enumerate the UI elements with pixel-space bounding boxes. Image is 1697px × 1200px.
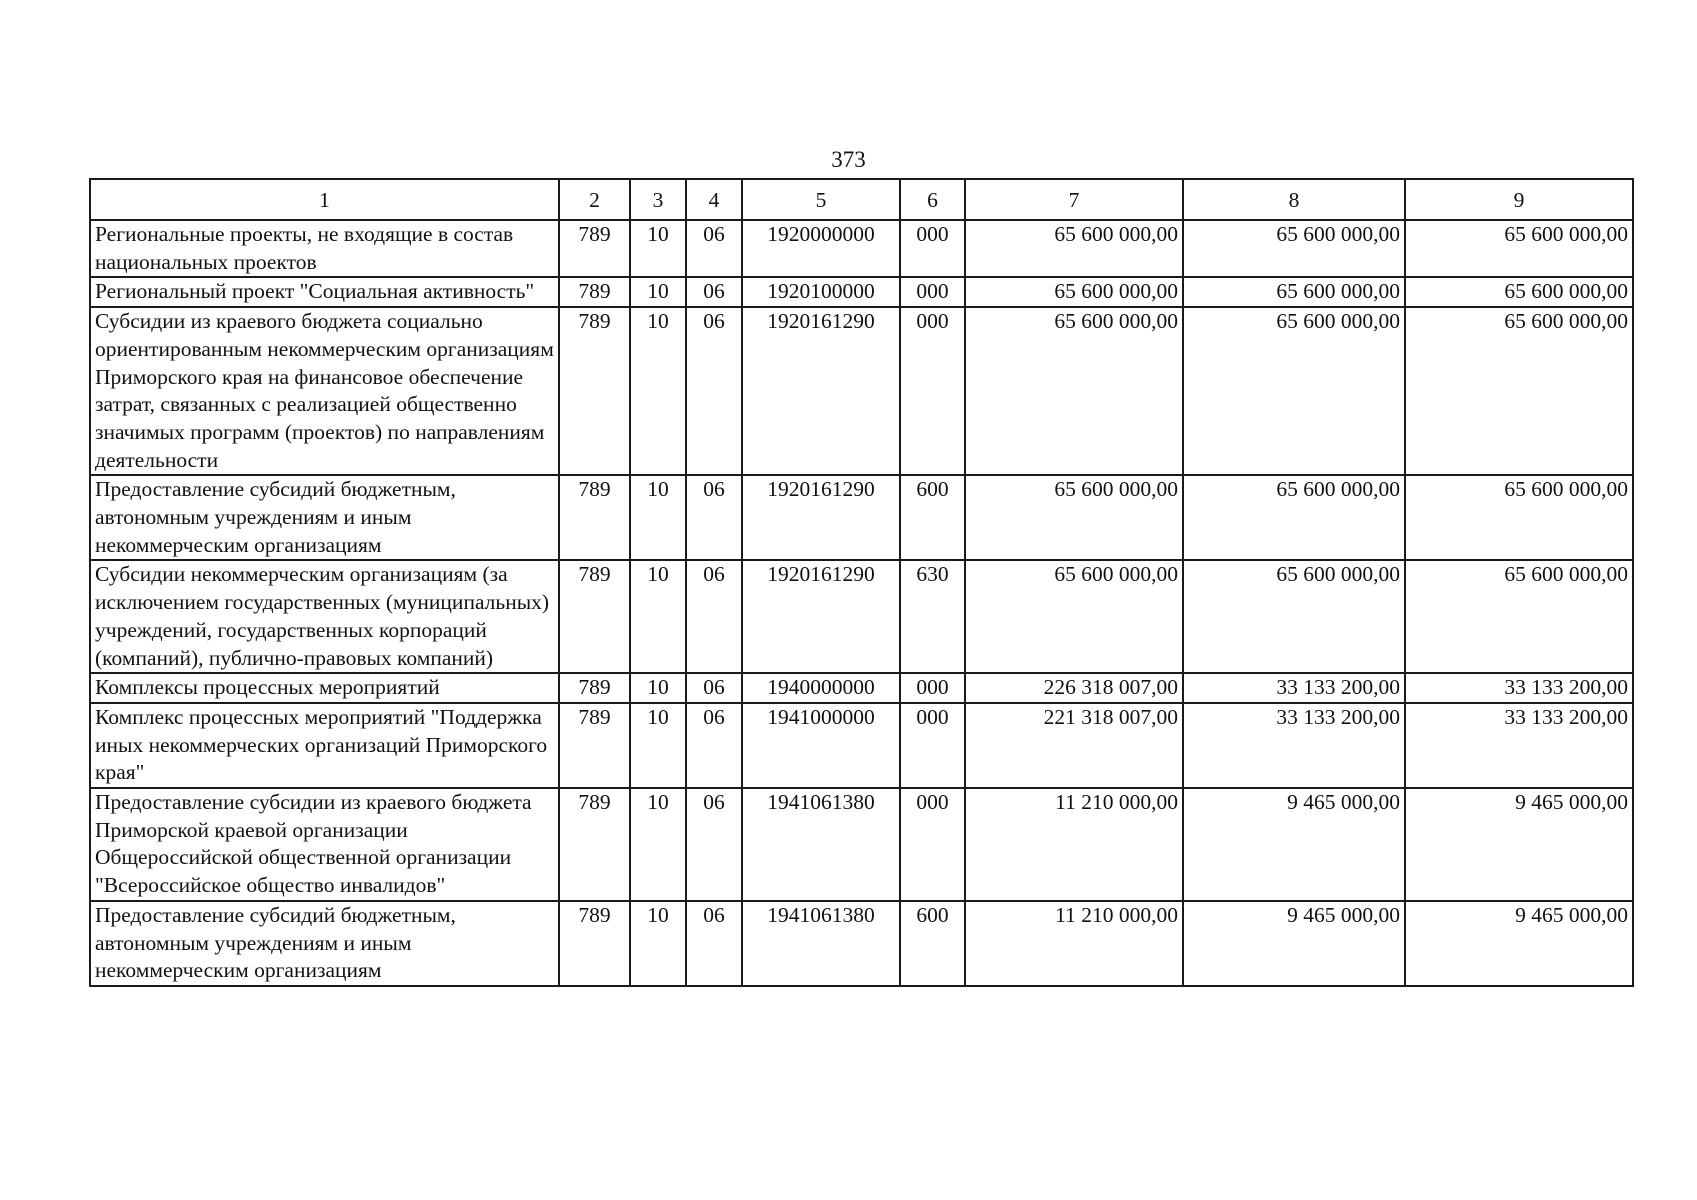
cell-6: 600 xyxy=(900,475,965,560)
cell-6: 000 xyxy=(900,703,965,788)
table-row xyxy=(90,277,1633,307)
cell-2: 789 xyxy=(559,475,630,560)
amount-8: 65 600 000,00 xyxy=(1183,307,1405,475)
header-cell: 6 xyxy=(900,179,965,220)
cell-5: 1941061380 xyxy=(742,901,900,986)
cell-3: 10 xyxy=(630,788,686,901)
header-cell: 1 xyxy=(90,179,559,220)
amount-8: 65 600 000,00 xyxy=(1183,560,1405,673)
row-name: Комплекс процессных мероприятий "Поддержка иных некоммерческих организаций Приморского края" xyxy=(90,703,559,788)
cell-6: 000 xyxy=(900,220,965,277)
cell-3: 10 xyxy=(630,703,686,788)
header-cell: 9 xyxy=(1405,179,1633,220)
table-row xyxy=(90,475,1633,560)
cell-6: 600 xyxy=(900,901,965,986)
cell-5: 1920000000 xyxy=(742,220,900,277)
amount-7: 11 210 000,00 xyxy=(965,788,1183,901)
amount-9: 65 600 000,00 xyxy=(1405,475,1633,560)
page-number: 373 xyxy=(831,147,866,172)
row-name: Региональный проект "Социальная активность" xyxy=(90,277,559,307)
header-cell: 5 xyxy=(742,179,900,220)
cell-6: 000 xyxy=(900,307,965,475)
budget-table xyxy=(89,178,1634,987)
cell-2: 789 xyxy=(559,220,630,277)
table-row xyxy=(90,220,1633,277)
amount-9: 65 600 000,00 xyxy=(1405,307,1633,475)
cell-3: 10 xyxy=(630,277,686,307)
cell-4: 06 xyxy=(686,673,742,703)
table-row xyxy=(90,703,1633,788)
amount-8: 9 465 000,00 xyxy=(1183,901,1405,986)
cell-5: 1920161290 xyxy=(742,475,900,560)
cell-5: 1940000000 xyxy=(742,673,900,703)
header-cell: 8 xyxy=(1183,179,1405,220)
table-header-row xyxy=(90,179,1633,220)
amount-8: 9 465 000,00 xyxy=(1183,788,1405,901)
amount-8: 33 133 200,00 xyxy=(1183,673,1405,703)
cell-5: 1941061380 xyxy=(742,788,900,901)
cell-4: 06 xyxy=(686,901,742,986)
row-name: Предоставление субсидий бюджетным, автономным учреждениям и иным некоммерческим организациям xyxy=(90,901,559,986)
cell-2: 789 xyxy=(559,788,630,901)
cell-3: 10 xyxy=(630,560,686,673)
amount-9: 65 600 000,00 xyxy=(1405,220,1633,277)
cell-5: 1920161290 xyxy=(742,560,900,673)
cell-3: 10 xyxy=(630,220,686,277)
amount-8: 65 600 000,00 xyxy=(1183,277,1405,307)
cell-4: 06 xyxy=(686,220,742,277)
amount-9: 33 133 200,00 xyxy=(1405,673,1633,703)
amount-7: 65 600 000,00 xyxy=(965,560,1183,673)
cell-2: 789 xyxy=(559,307,630,475)
row-name: Комплексы процессных мероприятий xyxy=(90,673,559,703)
amount-9: 65 600 000,00 xyxy=(1405,560,1633,673)
cell-2: 789 xyxy=(559,560,630,673)
row-name: Региональные проекты, не входящие в состав национальных проектов xyxy=(90,220,559,277)
amount-7: 226 318 007,00 xyxy=(965,673,1183,703)
cell-3: 10 xyxy=(630,901,686,986)
header-cell: 7 xyxy=(965,179,1183,220)
table-row xyxy=(90,788,1633,901)
cell-4: 06 xyxy=(686,307,742,475)
cell-5: 1920100000 xyxy=(742,277,900,307)
amount-9: 9 465 000,00 xyxy=(1405,901,1633,986)
cell-3: 10 xyxy=(630,475,686,560)
amount-8: 33 133 200,00 xyxy=(1183,703,1405,788)
row-name: Субсидии из краевого бюджета социально ориентированным некоммерческим организациям Приморского края на финансовое обеспечение затрат, связанных с реализацией общественно значимых программ (проектов) по направлениям деятельности xyxy=(90,307,559,475)
table-row xyxy=(90,901,1633,986)
cell-2: 789 xyxy=(559,703,630,788)
cell-4: 06 xyxy=(686,788,742,901)
cell-4: 06 xyxy=(686,475,742,560)
table-row xyxy=(90,560,1633,673)
row-name: Предоставление субсидии из краевого бюджета Приморской краевой организации Общероссийской общественной организации "Всероссийское общество инвалидов" xyxy=(90,788,559,901)
cell-4: 06 xyxy=(686,277,742,307)
cell-6: 000 xyxy=(900,673,965,703)
cell-5: 1920161290 xyxy=(742,307,900,475)
cell-2: 789 xyxy=(559,277,630,307)
header-cell: 3 xyxy=(630,179,686,220)
cell-2: 789 xyxy=(559,673,630,703)
row-name: Предоставление субсидий бюджетным, автономным учреждениям и иным некоммерческим организациям xyxy=(90,475,559,560)
cell-4: 06 xyxy=(686,703,742,788)
amount-9: 33 133 200,00 xyxy=(1405,703,1633,788)
cell-2: 789 xyxy=(559,901,630,986)
cell-3: 10 xyxy=(630,307,686,475)
amount-7: 221 318 007,00 xyxy=(965,703,1183,788)
header-cell: 2 xyxy=(559,179,630,220)
row-name: Субсидии некоммерческим организациям (за исключением государственных (муниципальных) учреждений, государственных корпораций (компаний), публично-правовых компаний) xyxy=(90,560,559,673)
cell-4: 06 xyxy=(686,560,742,673)
header-cell: 4 xyxy=(686,179,742,220)
cell-5: 1941000000 xyxy=(742,703,900,788)
cell-6: 000 xyxy=(900,788,965,901)
cell-6: 000 xyxy=(900,277,965,307)
amount-7: 65 600 000,00 xyxy=(965,475,1183,560)
table-row xyxy=(90,673,1633,703)
amount-8: 65 600 000,00 xyxy=(1183,220,1405,277)
cell-3: 10 xyxy=(630,673,686,703)
amount-7: 11 210 000,00 xyxy=(965,901,1183,986)
amount-7: 65 600 000,00 xyxy=(965,307,1183,475)
cell-6: 630 xyxy=(900,560,965,673)
table-row xyxy=(90,307,1633,475)
amount-8: 65 600 000,00 xyxy=(1183,475,1405,560)
amount-7: 65 600 000,00 xyxy=(965,277,1183,307)
amount-9: 9 465 000,00 xyxy=(1405,788,1633,901)
amount-7: 65 600 000,00 xyxy=(965,220,1183,277)
amount-9: 65 600 000,00 xyxy=(1405,277,1633,307)
